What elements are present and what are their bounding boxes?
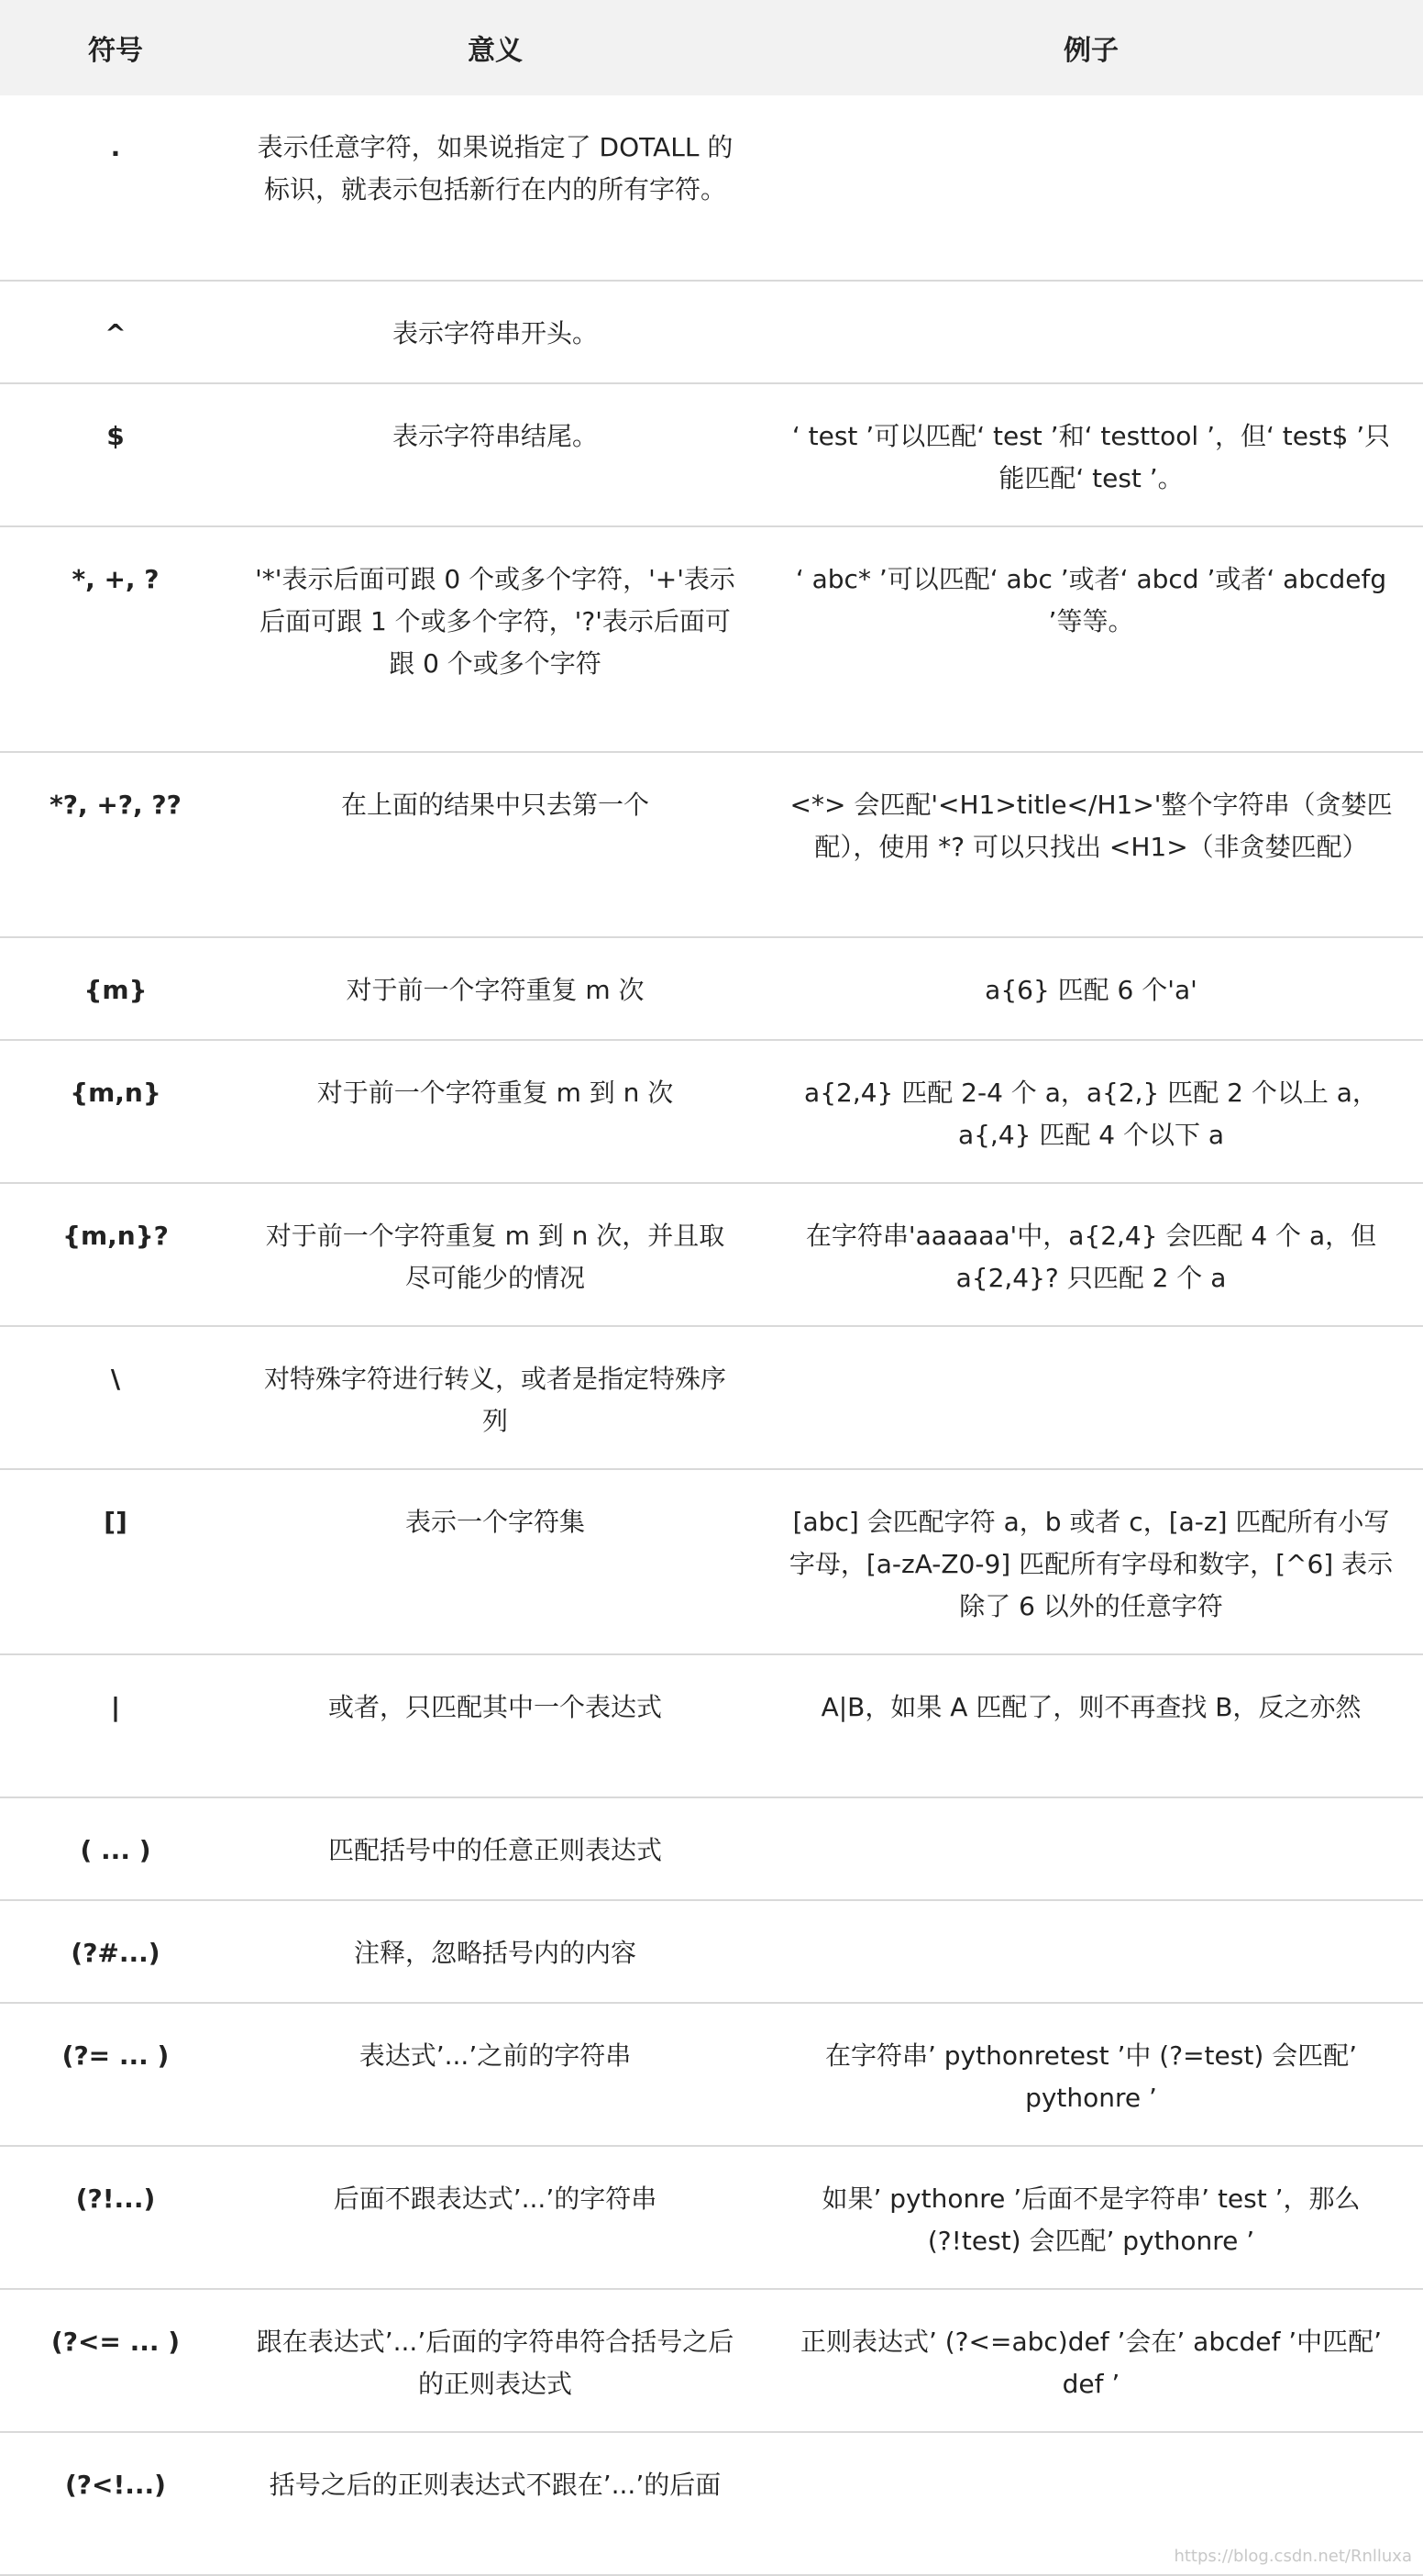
example-cell: a{6} 匹配 6 个'a' (759, 937, 1423, 1040)
meaning-cell: 表示一个字符集 (231, 1469, 759, 1654)
meaning-cell: 后面不跟表达式’...’的字符串 (231, 2146, 759, 2289)
table-header-row (0, 0, 1423, 95)
table-row (0, 1183, 1423, 1326)
symbol-cell: (?= ... ) (0, 2003, 231, 2146)
symbol-cell: {m} (0, 937, 231, 1040)
symbol-cell: *, +, ? (0, 526, 231, 752)
example-cell: 在字符串’ pythonretest ’中 (?=test) 会匹配’ pythonre ’ (759, 2003, 1423, 2146)
example-cell: ‘ abc* ’可以匹配‘ abc ’或者‘ abcd ’或者‘ abcdefg ’等等。 (759, 526, 1423, 752)
example-cell: 如果’ pythonre ’后面不是字符串’ test ’，那么 (?!test) 会匹配’ pythonre ’ (759, 2146, 1423, 2289)
table-row (0, 281, 1423, 383)
symbol-cell: . (0, 95, 231, 281)
table-row (0, 95, 1423, 281)
table-row (0, 1797, 1423, 1900)
table-row (0, 1654, 1423, 1797)
table-row (0, 1469, 1423, 1654)
meaning-cell: 对于前一个字符重复 m 到 n 次 (231, 1040, 759, 1183)
header-symbol: 符号 (0, 0, 231, 95)
symbol-cell: (?#...) (0, 1900, 231, 2003)
symbol-cell: [] (0, 1469, 231, 1654)
header-example: 例子 (759, 0, 1423, 95)
meaning-cell: 表达式’...’之前的字符串 (231, 2003, 759, 2146)
meaning-cell: 表示字符串结尾。 (231, 383, 759, 526)
table-row (0, 1040, 1423, 1183)
meaning-cell: 表示字符串开头。 (231, 281, 759, 383)
example-cell: a{2,4} 匹配 2-4 个 a，a{2,} 匹配 2 个以上 a，a{,4} 匹配 4 个以下 a (759, 1040, 1423, 1183)
symbol-cell: ^ (0, 281, 231, 383)
meaning-cell: 跟在表达式’...’后面的字符串符合括号之后的正则表达式 (231, 2289, 759, 2432)
symbol-cell: {m,n} (0, 1040, 231, 1183)
symbol-cell: ( ... ) (0, 1797, 231, 1900)
example-cell (759, 1326, 1423, 1469)
table-row (0, 383, 1423, 526)
meaning-cell: 对于前一个字符重复 m 到 n 次，并且取尽可能少的情况 (231, 1183, 759, 1326)
example-cell (759, 95, 1423, 281)
example-cell (759, 281, 1423, 383)
table-row (0, 526, 1423, 752)
symbol-cell: (?<!...) (0, 2432, 231, 2575)
example-cell: 正则表达式’ (?<=abc)def ’会在’ abcdef ’中匹配’ def ’ (759, 2289, 1423, 2432)
symbol-cell: \ (0, 1326, 231, 1469)
symbol-cell: (?!...) (0, 2146, 231, 2289)
symbol-cell: *?, +?, ?? (0, 752, 231, 937)
example-cell: [abc] 会匹配字符 a，b 或者 c，[a-z] 匹配所有小写字母，[a-zA-Z0-9] 匹配所有字母和数字，[^6] 表示除了 6 以外的任意字符 (759, 1469, 1423, 1654)
table-row (0, 937, 1423, 1040)
example-cell: 在字符串'aaaaaa'中，a{2,4} 会匹配 4 个 a，但 a{2,4}? 只匹配 2 个 a (759, 1183, 1423, 1326)
table-row (0, 1900, 1423, 2003)
symbol-cell: {m,n}? (0, 1183, 231, 1326)
table-row (0, 1326, 1423, 1469)
meaning-cell: '*'表示后面可跟 0 个或多个字符，'+'表示后面可跟 1 个或多个字符，'?'表示后面可跟 0 个或多个字符 (231, 526, 759, 752)
meaning-cell: 在上面的结果中只去第一个 (231, 752, 759, 937)
symbol-cell: | (0, 1654, 231, 1797)
meaning-cell: 对于前一个字符重复 m 次 (231, 937, 759, 1040)
meaning-cell: 匹配括号中的任意正则表达式 (231, 1797, 759, 1900)
table-row (0, 2003, 1423, 2146)
meaning-cell: 表示任意字符，如果说指定了 DOTALL 的标识，就表示包括新行在内的所有字符。 (231, 95, 759, 281)
example-cell (759, 1900, 1423, 2003)
symbol-cell: (?<= ... ) (0, 2289, 231, 2432)
table-row (0, 2146, 1423, 2289)
meaning-cell: 括号之后的正则表达式不跟在’...’的后面 (231, 2432, 759, 2575)
watermark: https://blog.csdn.net/Rnlluxa (1174, 2547, 1412, 2566)
example-cell: A|B，如果 A 匹配了，则不再查找 B，反之亦然 (759, 1654, 1423, 1797)
example-cell (759, 1797, 1423, 1900)
meaning-cell: 注释，忽略括号内的内容 (231, 1900, 759, 2003)
table-row (0, 2289, 1423, 2432)
example-cell: <*> 会匹配'<H1>title</H1>'整个字符串（贪婪匹配），使用 *? 可以只找出 <H1>（非贪婪匹配） (759, 752, 1423, 937)
symbol-cell: $ (0, 383, 231, 526)
meaning-cell: 或者，只匹配其中一个表达式 (231, 1654, 759, 1797)
header-meaning: 意义 (231, 0, 759, 95)
meaning-cell: 对特殊字符进行转义，或者是指定特殊序列 (231, 1326, 759, 1469)
example-cell: ‘ test ’可以匹配‘ test ’和‘ testtool ’，但‘ test$ ’只能匹配‘ test ’。 (759, 383, 1423, 526)
table-row (0, 752, 1423, 937)
